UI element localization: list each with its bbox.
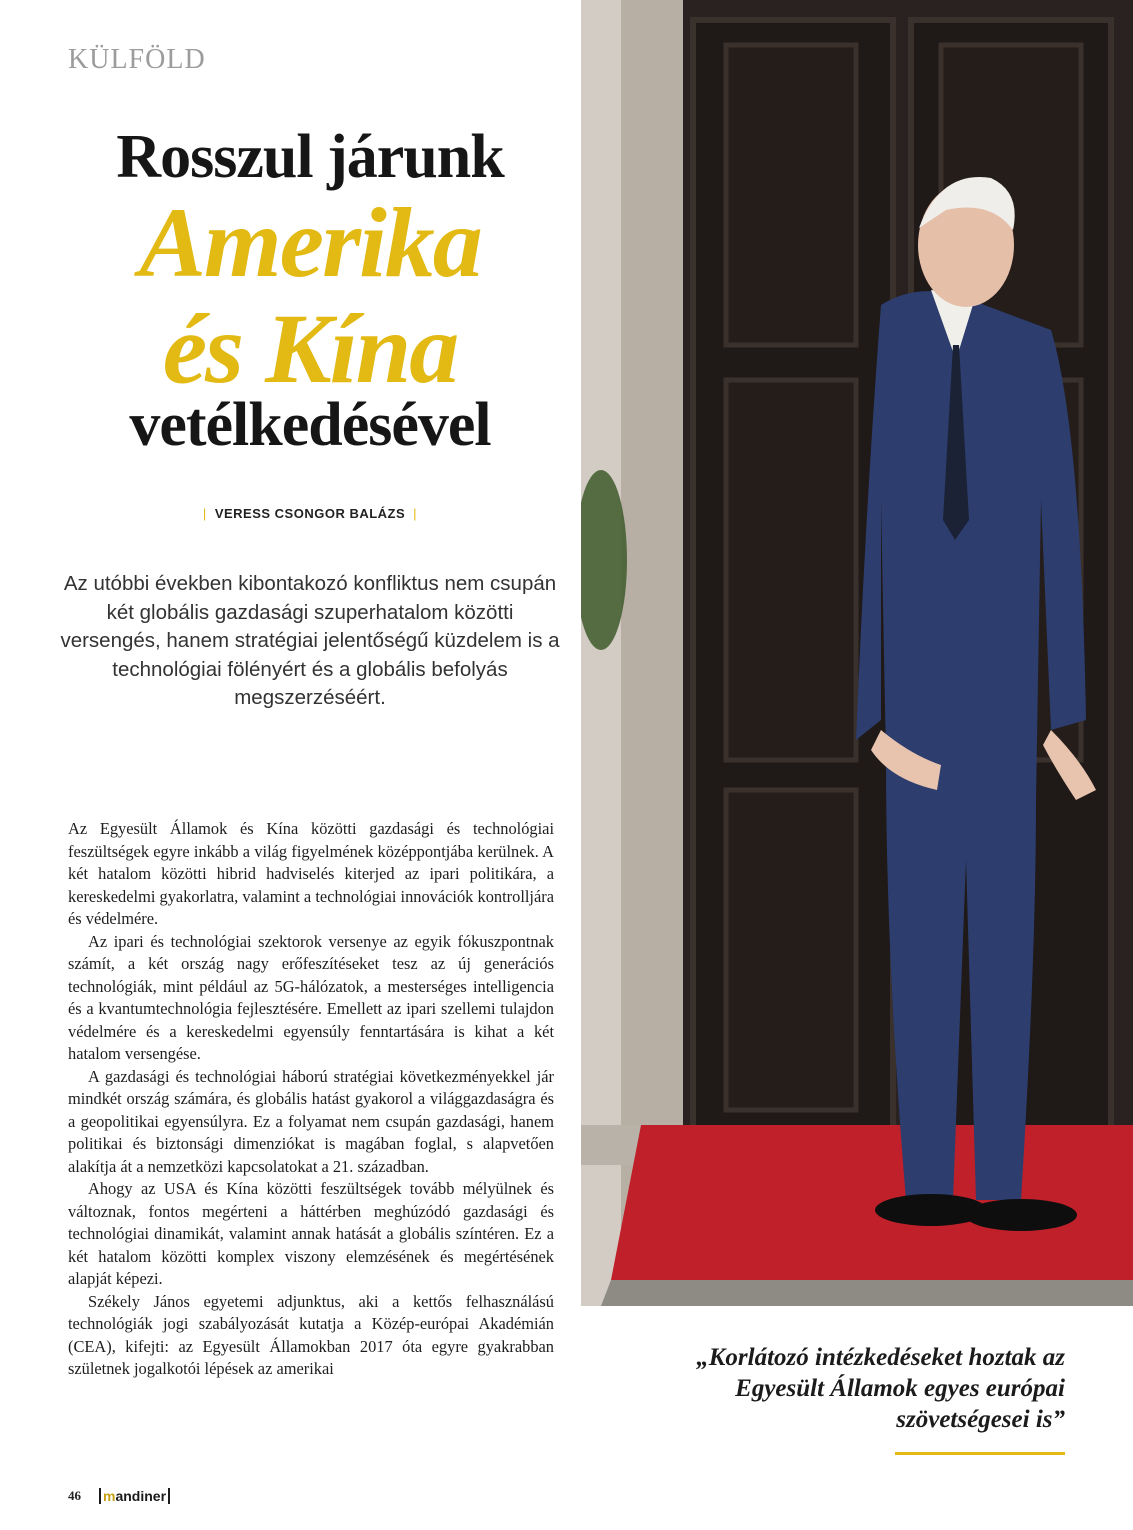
headline-line-1: Rosszul járunk	[116, 123, 504, 191]
body-paragraph-3: A gazdasági és technológiai háború stratégiai következményekkel jár mindkét ország számára, és globális hatást gyakorol a világgazdaságra és a geopolitikai egyensúlyra. Ez a folyamat nem csupán gazdasági, hanem politikai és biztonsági dimenziókat is magában foglal, s alapvetően alakítja át a nemzetközi kapcsolatokat a 21. században.	[68, 1066, 554, 1176]
headline-line-2: Amerika	[139, 187, 481, 298]
body-paragraph-5: Székely János egyetemi adjunktus, aki a kettős felhasználású technológiák jogi szabályozását kutatja a Közép-európai Akadémián (CEA), kifejti: az Egyesült Államokban 2017 óta egyre gyakrabban születnek jogalkotói lépések az amerikai	[68, 1291, 554, 1378]
byline-bar-left: |	[202, 506, 207, 521]
quote-rule	[895, 1452, 1065, 1455]
photo-illustration	[581, 0, 1133, 1306]
magazine-logo: m andiner	[97, 1488, 172, 1504]
headline-line-3: és Kína	[162, 293, 458, 404]
article-body	[68, 818, 554, 1381]
byline	[0, 506, 620, 521]
byline-bar-right: |	[413, 506, 418, 521]
section-label: KÜLFÖLD	[68, 44, 206, 75]
author-name: VERESS CSONGOR BALÁZS	[214, 506, 406, 521]
pull-quote: „Korlátozó intézkedéseket hoztak az Egyesült Államok egyes európai szövetségesei is”	[696, 1344, 1065, 1433]
page-number: 46	[68, 1488, 81, 1503]
headline-line-4: vetélkedésével	[129, 391, 491, 459]
body-paragraph-2: Az ipari és technológiai szektorok versenye az egyik fókuszpontnak számít, a két ország nagy erőfeszítéseket tesz az új generációs technológiák, mint például az 5G-hálózatok, a mesterséges intelligencia és a kvantumtechnológia fejlesztésére. Emellett az ipari szellemi tulajdon védelmére és a kereskedelmi egyensúly fenntartására is kihat a két hatalom versengése.	[68, 931, 554, 1063]
article-photo	[581, 0, 1133, 1306]
body-paragraph-4: Ahogy az USA és Kína közötti feszültségek tovább mélyülnek és változnak, fontos megérteni a háttérben meghúzódó gazdasági és technológiai dinamikát, valamint annak hatását a globális színtéren. Ez a két hatalom közötti komplex viszony elemzésének és megértésének alapját képezi.	[68, 1179, 554, 1288]
page-footer	[68, 1488, 172, 1504]
body-paragraph-1: Az Egyesült Államok és Kína közötti gazdasági és technológiai feszültségek egyre inkább a világ figyelmének középpontjába kerülnek. A két hatalom közötti hibrid hadviselés kiterjed az ipari politikára, a kereskedelmi gyakorlatra, valamint a technológiai innovációk kontrolljára és védelmére.	[68, 819, 554, 928]
lead-paragraph: Az utóbbi években kibontakozó konfliktus nem csupán két globális gazdasági szuperhatalom közötti versengés, hanem stratégiai jelentőségű küzdelem is a technológiai fölényért és a globális befolyás megszerzéséért.	[60, 572, 560, 709]
